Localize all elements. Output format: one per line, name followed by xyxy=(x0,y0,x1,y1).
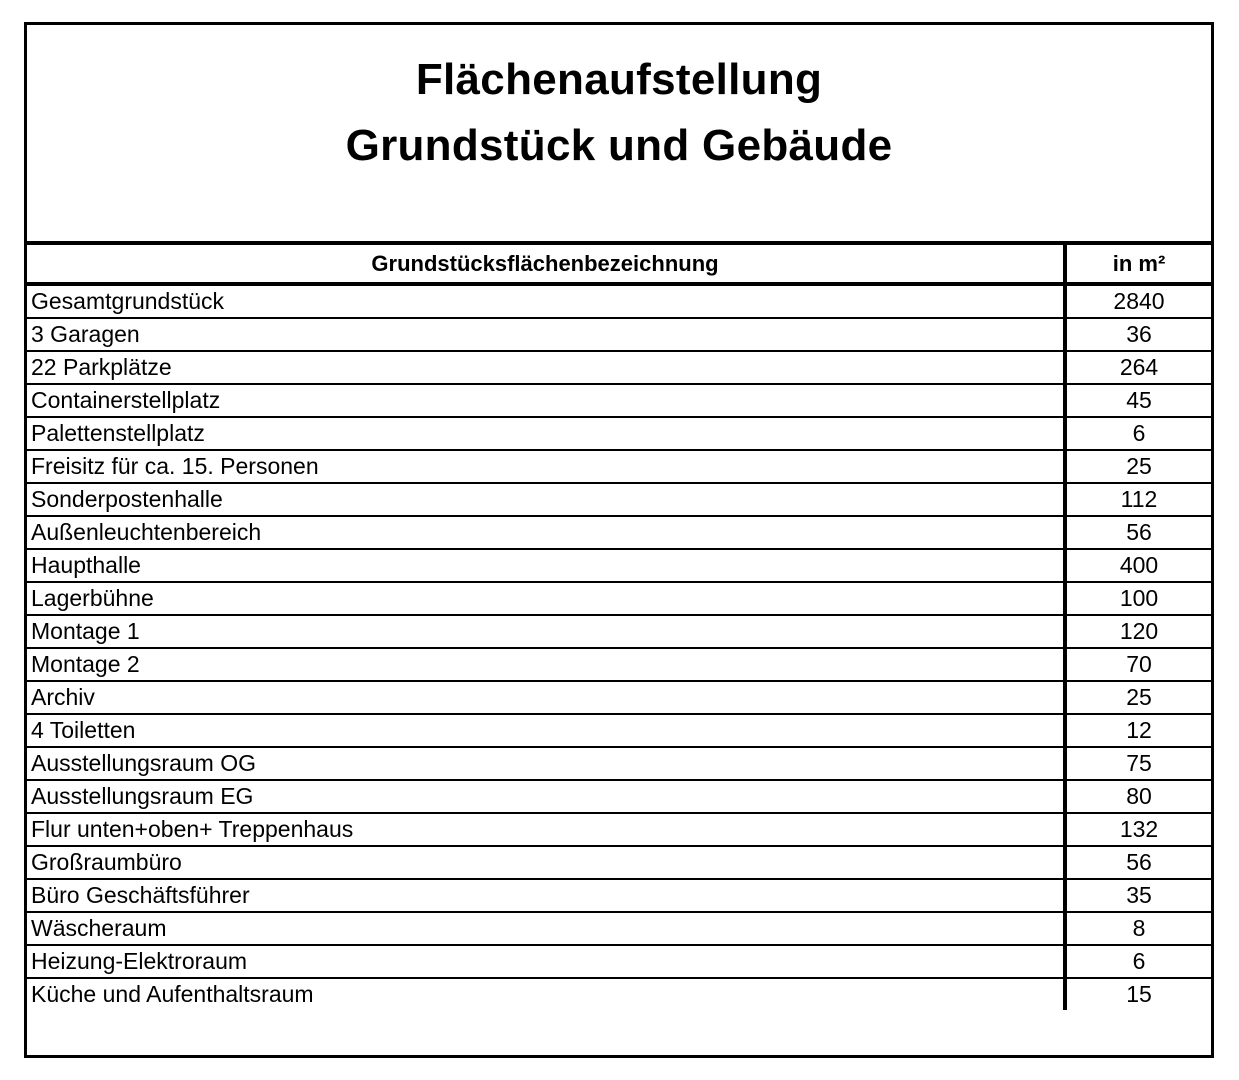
row-name: Containerstellplatz xyxy=(27,384,1065,417)
table-row xyxy=(27,714,1211,747)
table-row xyxy=(27,912,1211,945)
table-header-row xyxy=(27,245,1211,284)
area-sheet xyxy=(24,22,1214,1058)
title-block xyxy=(27,25,1211,245)
row-name: Großraumbüro xyxy=(27,846,1065,879)
row-value: 25 xyxy=(1065,450,1211,483)
row-name: Ausstellungsraum OG xyxy=(27,747,1065,780)
table-row xyxy=(27,879,1211,912)
title-line-1: Flächenaufstellung xyxy=(415,55,823,104)
row-value: 70 xyxy=(1065,648,1211,681)
row-value: 264 xyxy=(1065,351,1211,384)
row-value: 2840 xyxy=(1065,284,1211,318)
table-row xyxy=(27,417,1211,450)
row-value: 80 xyxy=(1065,780,1211,813)
row-name: Lagerbühne xyxy=(27,582,1065,615)
row-value: 6 xyxy=(1065,417,1211,450)
row-name: Küche und Aufenthaltsraum xyxy=(27,978,1065,1010)
row-name: Sonderpostenhalle xyxy=(27,483,1065,516)
row-value: 120 xyxy=(1065,615,1211,648)
table-row xyxy=(27,450,1211,483)
row-name: Freisitz für ca. 15. Personen xyxy=(27,450,1065,483)
table-row xyxy=(27,384,1211,417)
row-name: 3 Garagen xyxy=(27,318,1065,351)
row-value: 400 xyxy=(1065,549,1211,582)
row-value: 8 xyxy=(1065,912,1211,945)
row-name: Ausstellungsraum EG xyxy=(27,780,1065,813)
table-row xyxy=(27,978,1211,1010)
row-value: 132 xyxy=(1065,813,1211,846)
row-value: 6 xyxy=(1065,945,1211,978)
row-name: Außenleuchtenbereich xyxy=(27,516,1065,549)
table-row xyxy=(27,351,1211,384)
row-value: 12 xyxy=(1065,714,1211,747)
row-value: 15 xyxy=(1065,978,1211,1010)
column-header-name: Grundstücksflächenbezeichnung xyxy=(27,245,1065,284)
row-value: 25 xyxy=(1065,681,1211,714)
row-value: 75 xyxy=(1065,747,1211,780)
row-name: Flur unten+oben+ Treppenhaus xyxy=(27,813,1065,846)
row-value: 45 xyxy=(1065,384,1211,417)
table-row xyxy=(27,284,1211,318)
table-row xyxy=(27,846,1211,879)
table-row xyxy=(27,945,1211,978)
row-name: Büro Geschäftsführer xyxy=(27,879,1065,912)
row-name: Haupthalle xyxy=(27,549,1065,582)
title-line-2: Grundstück und Gebäude xyxy=(345,121,893,170)
table-row xyxy=(27,615,1211,648)
table-row xyxy=(27,747,1211,780)
row-value: 36 xyxy=(1065,318,1211,351)
row-name: Montage 2 xyxy=(27,648,1065,681)
row-value: 112 xyxy=(1065,483,1211,516)
row-name: Montage 1 xyxy=(27,615,1065,648)
row-value: 56 xyxy=(1065,516,1211,549)
row-name: Heizung-Elektroraum xyxy=(27,945,1065,978)
table-row xyxy=(27,648,1211,681)
row-value: 100 xyxy=(1065,582,1211,615)
row-name: Archiv xyxy=(27,681,1065,714)
table-row xyxy=(27,681,1211,714)
row-name: Wäscheraum xyxy=(27,912,1065,945)
row-name: Gesamtgrundstück xyxy=(27,284,1065,318)
row-name: Palettenstellplatz xyxy=(27,417,1065,450)
table-row xyxy=(27,318,1211,351)
column-header-value: in m² xyxy=(1065,245,1211,284)
row-value: 35 xyxy=(1065,879,1211,912)
table-row xyxy=(27,582,1211,615)
table-row xyxy=(27,549,1211,582)
row-name: 22 Parkplätze xyxy=(27,351,1065,384)
area-table xyxy=(27,245,1211,1010)
table-row xyxy=(27,813,1211,846)
table-row xyxy=(27,483,1211,516)
row-name: 4 Toiletten xyxy=(27,714,1065,747)
row-value: 56 xyxy=(1065,846,1211,879)
table-row xyxy=(27,780,1211,813)
table-row xyxy=(27,516,1211,549)
